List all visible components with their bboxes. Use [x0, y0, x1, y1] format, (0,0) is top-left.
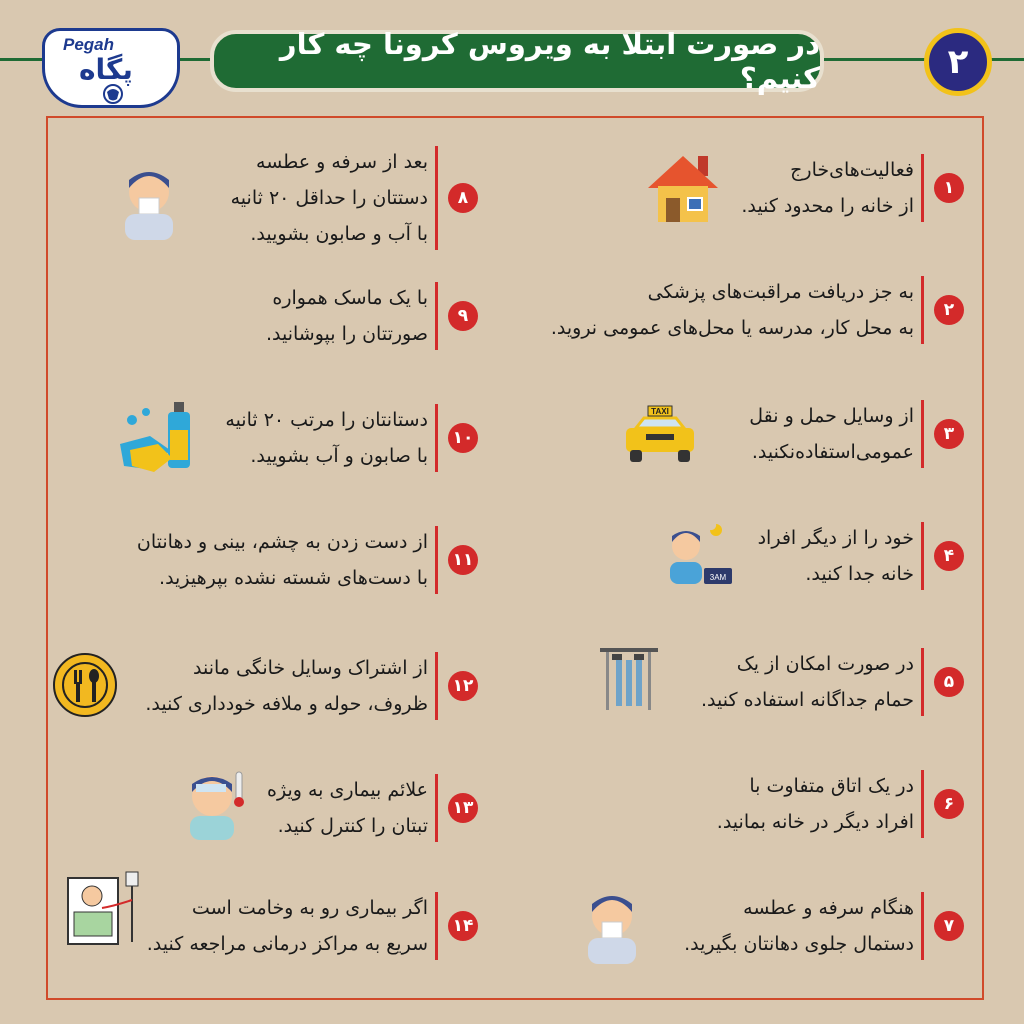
item-divider: [435, 526, 438, 594]
item-14: [124, 888, 478, 964]
item-divider: [435, 652, 438, 720]
item-line: خانه جدا کنید.: [805, 563, 914, 585]
taxi-icon: [622, 404, 698, 466]
item-text: [700, 150, 914, 226]
item-line: هنگام سرفه و عطسه: [743, 897, 914, 919]
item-badge: ۱۲: [448, 671, 478, 701]
coughing-person-icon: [118, 164, 180, 242]
item-badge: ۱۰: [448, 423, 478, 453]
item-text: [510, 272, 914, 348]
page-title: در صورت ابتلا به ویروس کرونا چه کار کنیم؟: [279, 27, 820, 95]
item-text: [250, 770, 428, 846]
item-line: با آب و صابون بشویید.: [250, 223, 428, 245]
item-text: [234, 278, 428, 354]
item-line: فعالیت‌های‌خارج: [790, 159, 914, 181]
item-badge: ۵: [934, 667, 964, 697]
fever-person-icon: [182, 768, 250, 840]
item-line: بعد از سرفه و عطسه: [256, 151, 428, 173]
item-line: علائم بیماری به ویژه: [267, 779, 428, 801]
item-badge: ۴: [934, 541, 964, 571]
item-11: [96, 522, 478, 598]
item-2: [510, 272, 964, 348]
item-line: در یک اتاق متفاوت با: [749, 775, 914, 797]
item-line: دستانتان را مرتب ۲۰ ثانیه: [225, 409, 428, 431]
item-line: تبتان را کنترل کنید.: [277, 815, 428, 837]
page-title-box: [210, 27, 824, 95]
item-line: خود را از دیگر افراد: [757, 527, 914, 549]
item-line: ظروف، حوله و ملافه خودداری کنید.: [145, 693, 428, 715]
item-line: با یک ماسک همواره: [272, 287, 428, 309]
item-badge: ۶: [934, 789, 964, 819]
item-line: اگر بیماری رو به وخامت است: [191, 897, 428, 919]
item-text: [225, 400, 428, 476]
hospital-bed-icon: [64, 870, 144, 950]
logo-latin-text: Pegah: [63, 35, 115, 54]
item-divider: [435, 146, 438, 250]
item-line: دستتان را حداقل ۲۰ ثانیه: [230, 187, 428, 209]
logo-persian-text: پگاه: [79, 53, 133, 86]
item-7: [644, 888, 964, 964]
item-line: با دست‌های شسته نشده بپرهیزید.: [159, 567, 428, 589]
item-divider: [921, 892, 924, 960]
item-4: [730, 518, 964, 594]
item-text: [644, 888, 914, 964]
house-icon: [646, 152, 720, 224]
item-text: [700, 396, 914, 472]
header-line-far-right: [990, 58, 1024, 61]
logo-cow-icon: [101, 83, 125, 105]
item-10: [225, 400, 478, 476]
item-line: عمومی‌استفاده‌نکنید.: [751, 441, 914, 463]
item-text: [124, 888, 428, 964]
item-13: [250, 770, 478, 846]
isolated-person-icon: [664, 520, 740, 588]
item-divider: [921, 276, 924, 344]
sneezing-person-icon: [582, 888, 642, 964]
item-5: [664, 644, 964, 720]
pegah-logo: [42, 28, 180, 108]
item-text: [116, 648, 428, 724]
cutlery-icon: [52, 652, 118, 718]
item-6: [680, 766, 964, 842]
item-badge: ۲: [934, 295, 964, 325]
item-badge: ۱۳: [448, 793, 478, 823]
taxi-sign-text: TAXI: [651, 407, 669, 416]
item-divider: [435, 892, 438, 960]
item-divider: [921, 154, 924, 222]
section-number: ۲: [947, 42, 969, 82]
item-badge: ۱۴: [448, 911, 478, 941]
item-3: [700, 396, 964, 472]
item-line: با صابون و آب بشویید.: [250, 445, 428, 467]
item-line: از اشتراک وسایل خانگی مانند: [193, 657, 428, 679]
item-line: از خانه را محدود کنید.: [741, 195, 914, 217]
item-divider: [921, 648, 924, 716]
item-line: صورتتان را بپوشانید.: [265, 323, 428, 345]
item-badge: ۷: [934, 911, 964, 941]
item-line: از دست زدن به چشم، بینی و دهانتان: [136, 531, 428, 553]
item-divider: [435, 282, 438, 350]
item-line: به جز دریافت مراقبت‌های پزشکی: [647, 281, 914, 303]
item-divider: [921, 522, 924, 590]
item-text: [730, 518, 914, 594]
item-text: [680, 766, 914, 842]
item-badge: ۸: [448, 183, 478, 213]
item-badge: ۹: [448, 301, 478, 331]
item-line: افراد دیگر در خانه بمانید.: [716, 811, 914, 833]
item-line: سریع به مراکز درمانی مراجعه کنید.: [146, 933, 428, 955]
item-9: [234, 278, 478, 354]
item-badge: ۱۱: [448, 545, 478, 575]
item-text: [96, 522, 428, 598]
item-line: به محل کار، مدرسه یا محل‌های عمومی نروید.: [550, 317, 914, 339]
item-text: [664, 644, 914, 720]
item-divider: [921, 400, 924, 468]
item-8: [214, 142, 478, 254]
item-line: در صورت امکان از یک: [736, 653, 914, 675]
clock-text: 3AM: [709, 573, 727, 582]
item-12: [116, 648, 478, 724]
header-line-right: [820, 58, 926, 61]
item-text: [214, 142, 428, 254]
item-divider: [435, 774, 438, 842]
item-line: از وسایل حمل و نقل: [749, 405, 914, 427]
section-number-badge: [924, 28, 992, 96]
item-1: [700, 150, 964, 226]
item-divider: [921, 770, 924, 838]
item-badge: ۳: [934, 419, 964, 449]
item-line: دستمال جلوی دهانتان بگیرید.: [684, 933, 914, 955]
item-badge: ۱: [934, 173, 964, 203]
shower-icon: [598, 644, 660, 712]
item-line: حمام جداگانه استفاده کنید.: [701, 689, 914, 711]
item-divider: [435, 404, 438, 472]
handwash-icon: [114, 400, 198, 484]
